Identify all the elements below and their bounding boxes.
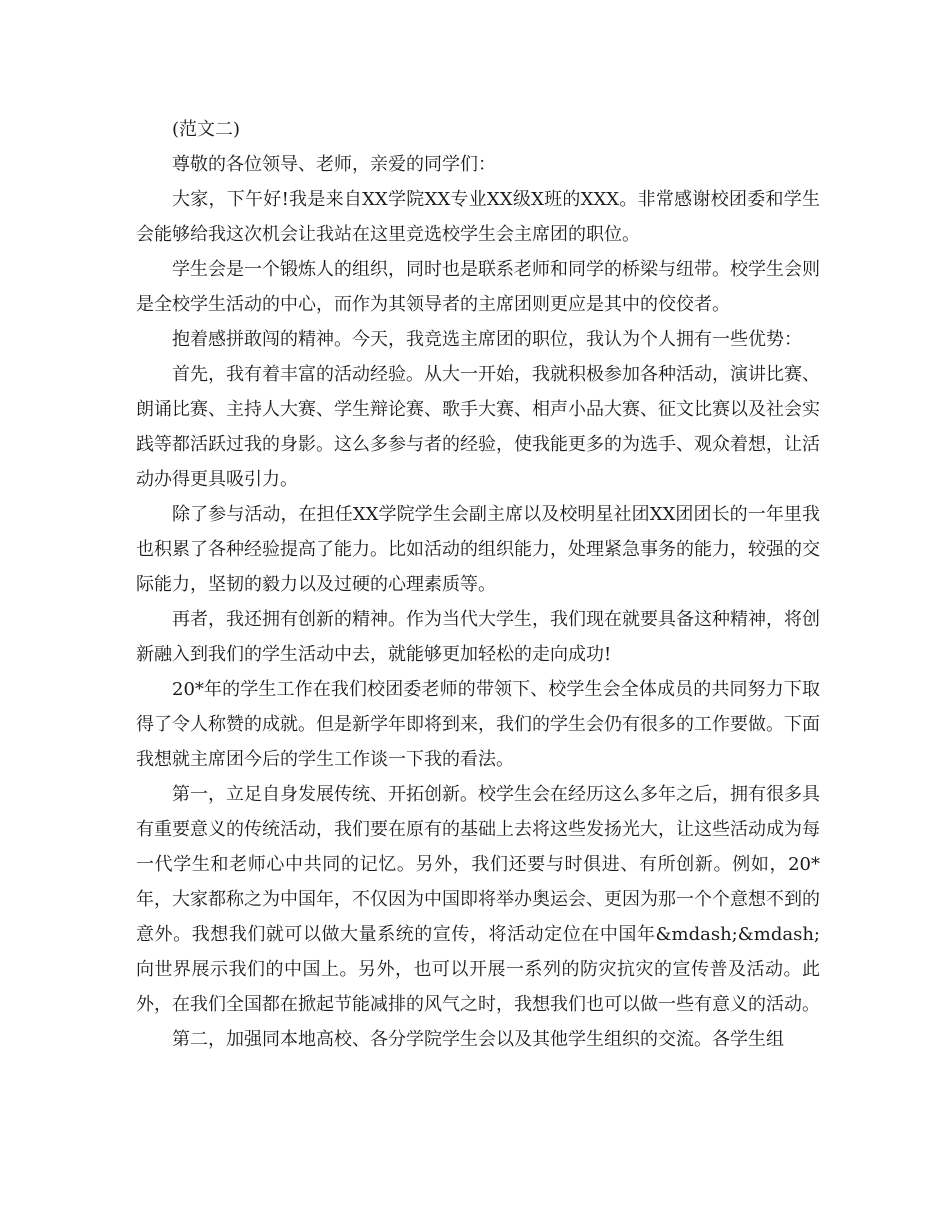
- paragraph-greeting: 大家，下午好!我是来自XX学院XX专业XX级X班的XXX。非常感谢校团委和学生会能够给我这次机会让我站在这里竞选校学生会主席团的职位。: [136, 189, 820, 245]
- paragraph-achievements: 20*年的学生工作在我们校团委老师的带领下、校学生会全体成员的共同努力下取得了令人称赞的成就。但是新学年即将到来，我们的学生会仍有很多的工作要做。下面我想就主席团今后的学生工作谈一下我的看法。: [136, 679, 820, 770]
- paragraph-point-one: 第一，立足自身发展传统、开拓创新。校学生会在经历这么多年之后，拥有很多具有重要意义的传统活动，我们要在原有的基础上去将这些发扬光大，让这些活动成为每一代学生和老师心中共同的记忆。另外，我们还要与时俱进、有所创新。例如，20*年，大家都称之为中国年，不仅因为中国即将举办奥运会、更因为那一个个意想不到的意外。我想我们就可以做大量系统的宣传，将活动定位在中国年&mdash;&mdash;向世界展示我们的中国上。另外，也可以开展一系列的防灾抗灾的宣传普及活动。此外，在我们全国都在掀起节能减排的风气之时，我想我们也可以做一些有意义的活动。: [136, 784, 820, 1015]
- paragraph-heading: (范文二): [172, 119, 241, 140]
- document-body: [136, 112, 820, 1057]
- paragraph-innovation: 再者，我还拥有创新的精神。作为当代大学生，我们现在就要具备这种精神，将创新融入到我们的学生活动中去，就能够更加轻松的走向成功!: [136, 609, 820, 665]
- paragraph-experience: 除了参与活动，在担任XX学院学生会副主席以及校明星社团XX团团长的一年里我也积累了各种经验提高了能力。比如活动的组织能力，处理紧急事务的能力，较强的交际能力，坚韧的毅力以及过硬的心理素质等。: [136, 504, 820, 595]
- paragraph-advantages-intro: 抱着感拼敢闯的精神。今天，我竞选主席团的职位，我认为个人拥有一些优势：: [172, 329, 802, 350]
- paragraph-student-union: 学生会是一个锻炼人的组织，同时也是联系老师和同学的桥梁与纽带。校学生会则是全校学生活动的中心，而作为其领导者的主席团则更应是其中的佼佼者。: [136, 259, 820, 315]
- paragraph-salutation: 尊敬的各位领导、老师，亲爱的同学们：: [172, 154, 496, 175]
- paragraph-first-advantage: 首先，我有着丰富的活动经验。从大一开始，我就积极参加各种活动，演讲比赛、朗诵比赛、主持人大赛、学生辩论赛、歌手大赛、相声小品大赛、征文比赛以及社会实践等都活跃过我的身影。这么多参与者的经验，使我能更多的为选手、观众着想，让活动办得更具吸引力。: [136, 364, 820, 490]
- paragraph-point-two: 第二，加强同本地高校、各分学院学生会以及其他学生组织的交流。各学生组: [172, 1029, 784, 1050]
